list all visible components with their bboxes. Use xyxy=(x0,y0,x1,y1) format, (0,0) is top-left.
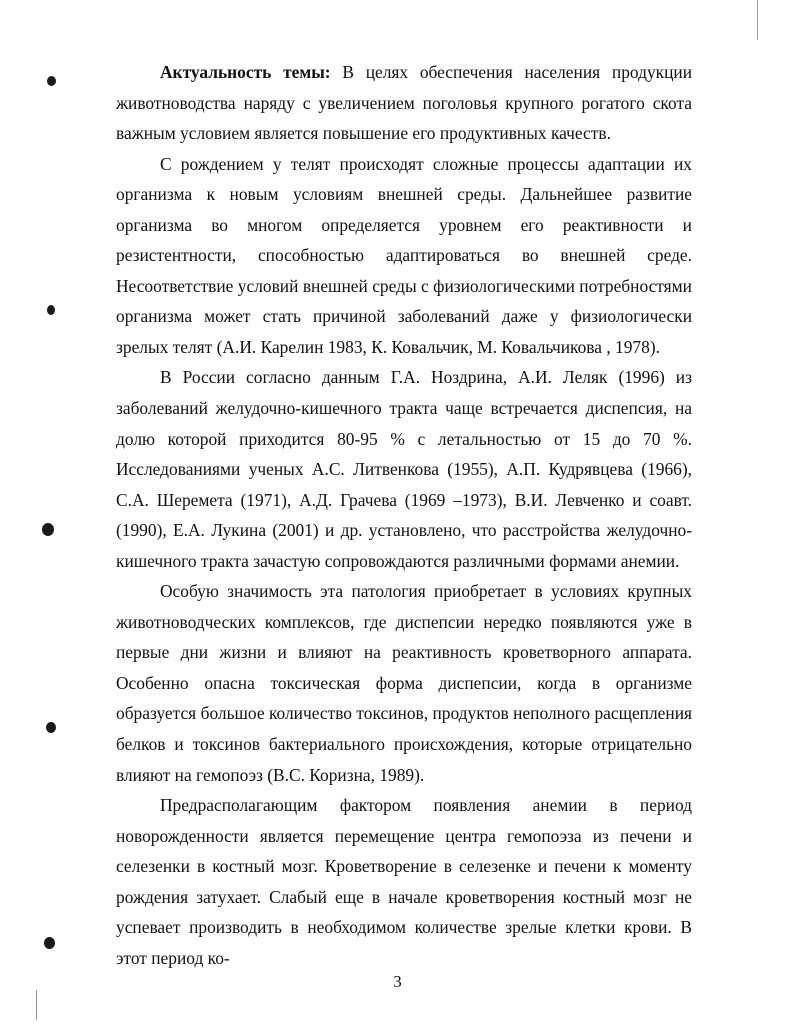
punch-hole-mark xyxy=(46,722,56,733)
paragraph xyxy=(116,790,692,973)
scan-edge-line xyxy=(757,0,758,40)
paragraph-text: В России согласно данным Г.А. Ноздрина, А.И. Леляк (1996) из заболеваний желудочно-кишечного тракта чаще встречается диспепсия, на долю которой приходится 80-95 % с летальностью от 15 до 70 %. Исследованиями ученых А.С. Литвенкова (1955), А.П. Кудрявцева (1966), С.А. Шеремета (1971), А.Д. Грачева (1969 –1973), В.И. Левченко и соавт. (1990), Е.А. Лукина (2001) и др. установлено, что расстройства желудочно-кишечного тракта зачастую сопровождаются различными формами анемии. xyxy=(116,367,692,571)
punch-hole-mark xyxy=(47,76,56,86)
paragraph-text: Особую значимость эта патология приобретает в условиях крупных животноводческих комплексов, где диспепсии нередко появляются уже в первые дни жизни и влияют на реактивность кроветворного аппарата. Особенно опасна токсическая форма диспепсии, когда в организме образуется большое количество токсинов, продуктов неполного расщепления белков и токсинов бактериального происхождения, которые отрицательно влияют на гемопоэз (В.С. Коризна, 1989). xyxy=(116,581,692,785)
punch-hole-mark xyxy=(47,305,55,315)
paragraph-text: С рождением у телят происходят сложные процессы адаптации их организма к новым условиям внешней среды. Дальнейшее развитие организма во многом определяется уровнем его реактивности и резистентности, способностью адаптироваться во внешней среде. Несоответствие условий внешней среды с физиологическими потребностями организма может стать причиной заболеваний даже у физиологически зрелых телят (А.И. Карелин 1983, К. Ковальчик, М. Ковальчикова , 1978). xyxy=(116,153,692,357)
paragraph xyxy=(116,362,692,576)
body-text xyxy=(116,57,692,973)
paragraph-text: В целях обеспечения населения продукции животноводства наряду с увеличением поголовья крупного рогатого скота важным условием является повышение его продуктивных качеств. xyxy=(116,62,693,144)
punch-hole-mark xyxy=(44,937,55,949)
paragraph xyxy=(116,576,692,790)
page-number: 3 xyxy=(393,972,402,991)
punch-hole-mark xyxy=(42,523,54,536)
scan-edge-line xyxy=(36,990,37,1020)
paragraph-text: Предрасполагающим фактором появления анемии в период новорожденности является перемещение центра гемопоэза из печени и селезенки в костный мозг. Кроветворение в селезенке и печени к моменту рождения затухает. Слабый еще в начале кроветворения костный мозг не успевает производить в необходимом количестве зрелые клетки крови. В этот период ко- xyxy=(116,795,692,968)
paragraph-lead: Актуальность темы: xyxy=(160,62,331,82)
paragraph xyxy=(116,149,692,363)
paragraph xyxy=(116,57,692,149)
